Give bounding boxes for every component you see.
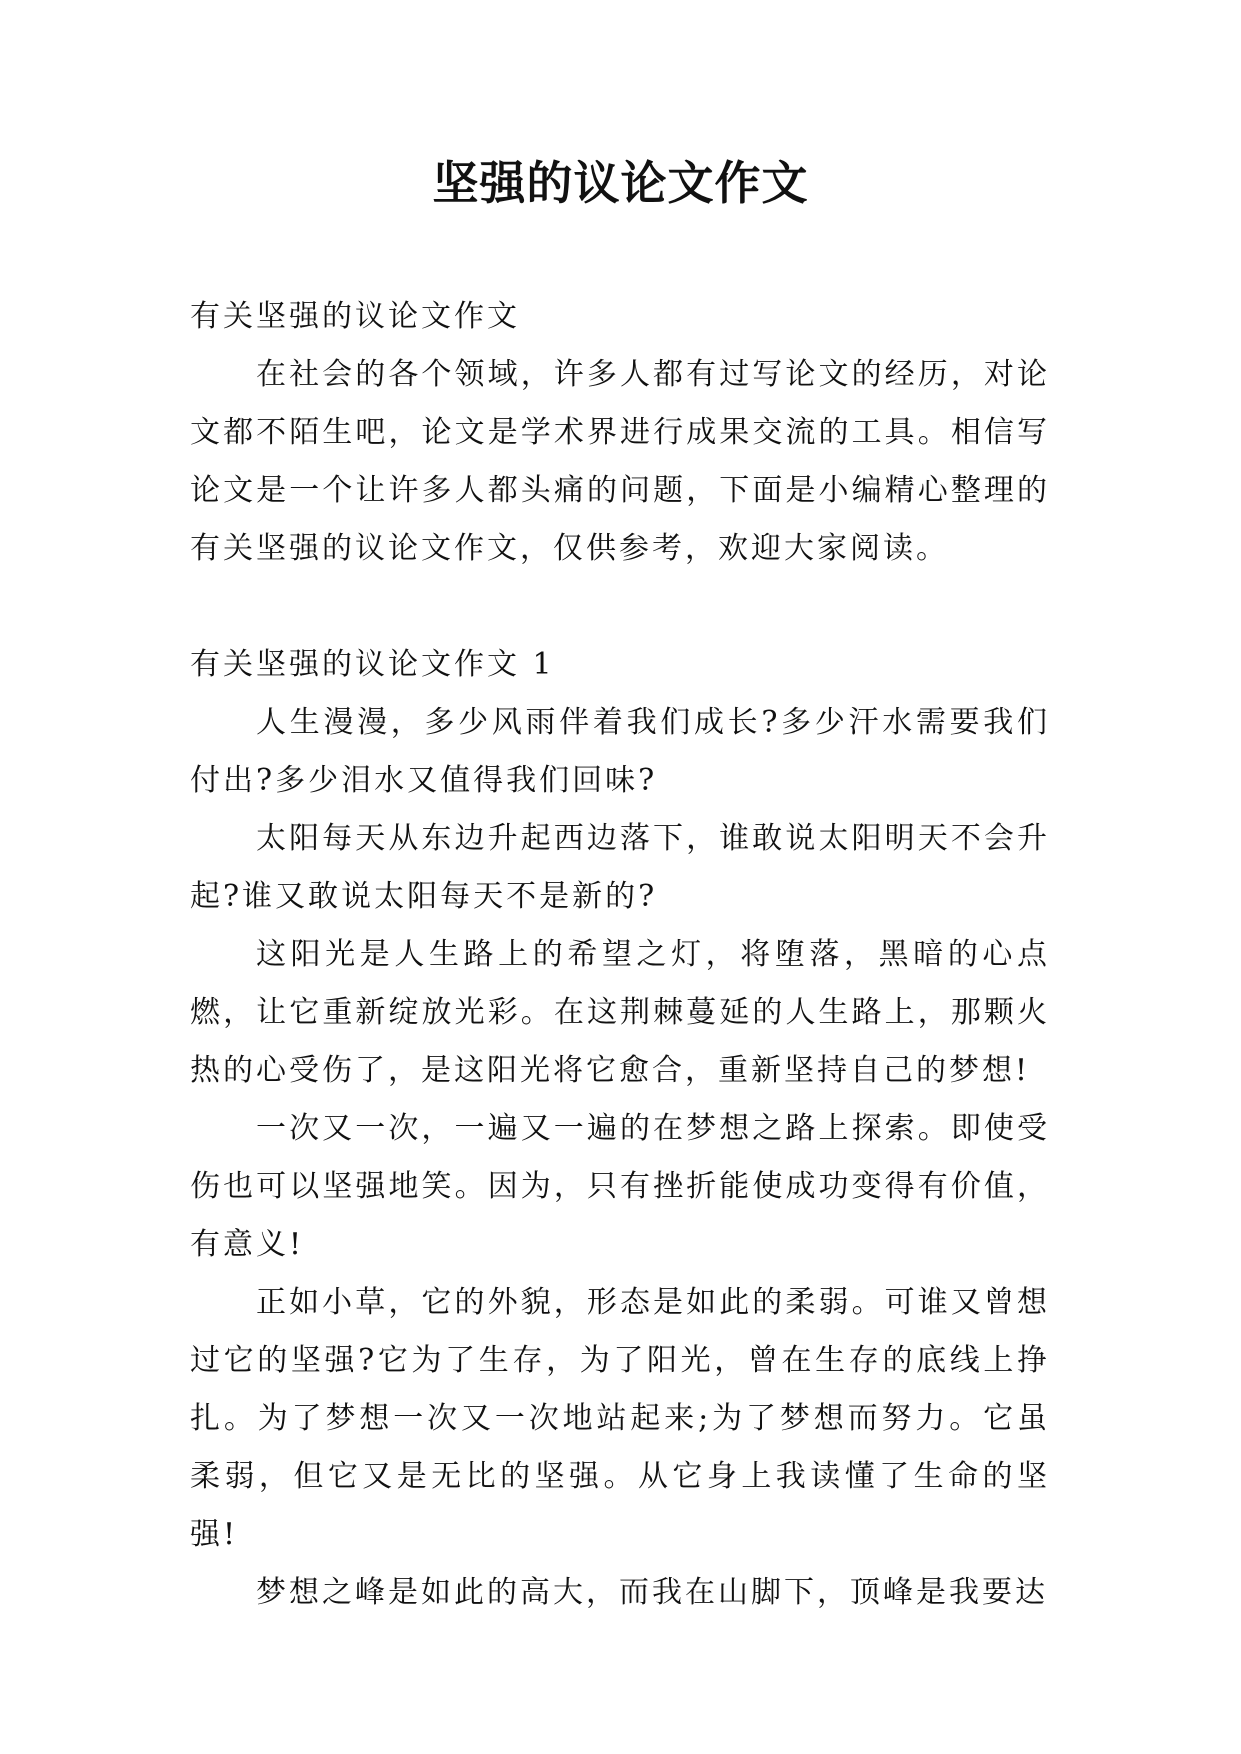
section-1-paragraph: 正如小草，它的外貌，形态是如此的柔弱。可谁又曾想过它的坚强?它为了生存，为了阳光，曾在生存的底线上挣扎。为了梦想一次又一次地站起来;为了梦想而努力。它虽柔弱，但它又是无比的坚强。从它身上我读懂了生命的坚强! (190, 1285, 1050, 1552)
section-1-paragraph: 这阳光是人生路上的希望之灯，将堕落，黑暗的心点燃，让它重新绽放光彩。在这荆棘蔓延的人生路上，那颗火热的心受伤了，是这阳光将它愈合，重新坚持自己的梦想! (190, 937, 1050, 1088)
section-1-heading: 有关坚强的议论文作文 1 (190, 647, 555, 682)
section-1-paragraph: 一次又一次，一遍又一遍的在梦想之路上探索。即使受伤也可以坚强地笑。因为，只有挫折能使成功变得有价值，有意义! (190, 1111, 1050, 1262)
intro-paragraph: 在社会的各个领域，许多人都有过写论文的经历，对论文都不陌生吧，论文是学术界进行成果交流的工具。相信写论文是一个让许多人都头痛的问题，下面是小编精心整理的有关坚强的议论文作文，仅供参考，欢迎大家阅读。 (190, 357, 1050, 566)
section-1-paragraph: 梦想之峰是如此的高大，而我在山脚下，顶峰是我要达 (256, 1575, 1048, 1610)
intro-heading: 有关坚强的议论文作文 (190, 299, 520, 334)
document-body (190, 288, 1050, 1622)
section-spacer (190, 578, 1050, 636)
document-title: 坚强的议论文作文 (432, 156, 809, 210)
section-1-paragraph: 人生漫漫，多少风雨伴着我们成长?多少汗水需要我们付出?多少泪水又值得我们回味? (190, 705, 1050, 798)
section-1-paragraph: 太阳每天从东边升起西边落下，谁敢说太阳明天不会升起?谁又敢说太阳每天不是新的? (190, 821, 1050, 914)
